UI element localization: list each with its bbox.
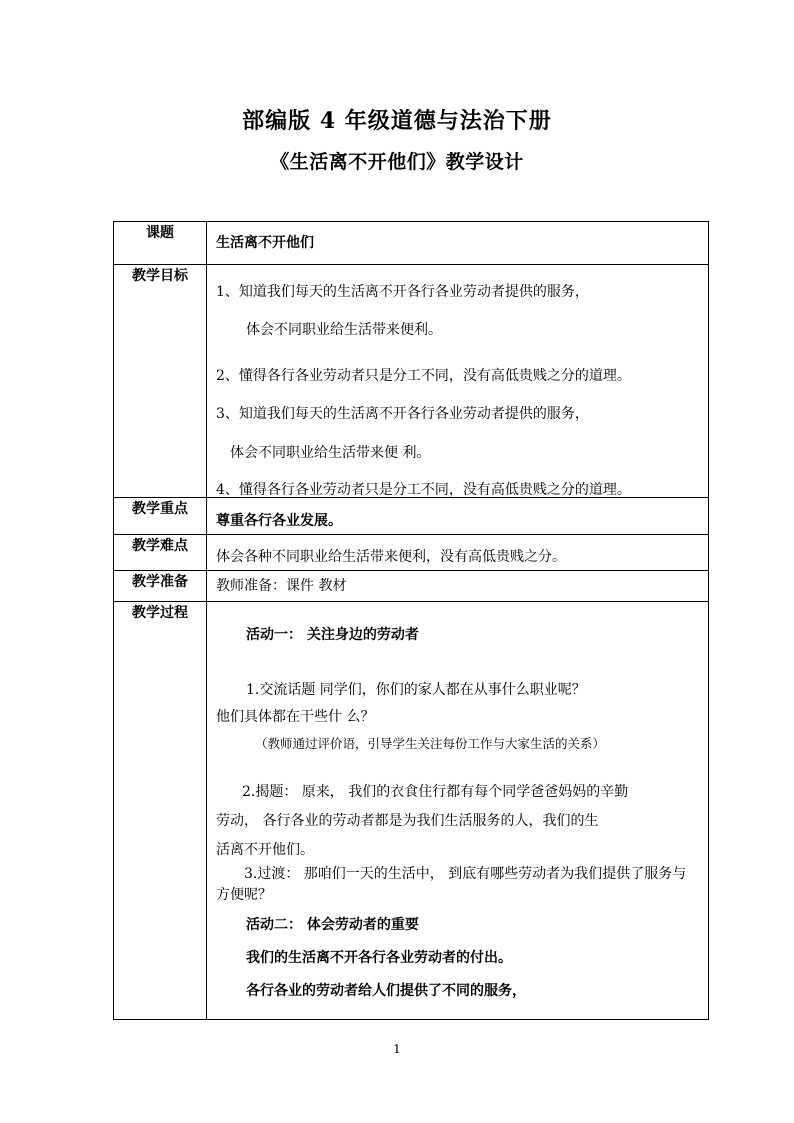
key-points-value: 尊重各行各业发展。: [216, 513, 342, 529]
process-line: 方便呢？: [216, 887, 272, 903]
process-cell: [207, 602, 709, 1020]
table-row-topic: [114, 222, 709, 265]
process-note: （教师通过评价语，引导学生关注每份工作与大家生活的关系）: [255, 736, 606, 751]
table-row-goals: [114, 265, 709, 498]
goals-line: 体会不同职业给生活带来便 利。: [230, 445, 431, 461]
topic-label: 课题: [114, 222, 207, 265]
difficulties-label: 教学难点: [114, 535, 207, 571]
process-line: 2.揭题： 原来， 我们的衣食住行都有每个同学爸爸妈妈的辛勤: [242, 784, 629, 800]
goals-line: 3、知道我们每天的生活离不开各行各业劳动者提供的服务，: [216, 406, 589, 422]
process-line: 3.过渡： 那咱们一天的生活中， 到底有哪些劳动者为我们提供了服务与: [244, 866, 687, 882]
table-row-key-points: [114, 498, 709, 535]
key-points-cell: [207, 498, 709, 535]
key-points-label: 教学重点: [114, 498, 207, 535]
process-line: 各行各业的劳动者给人们提供了不同的服务，: [246, 983, 526, 999]
goals-cell: [207, 265, 709, 498]
goals-line: 4、懂得各行各业劳动者只是分工不同，没有高低贵贱之分的道理。: [216, 482, 631, 498]
topic-cell: [207, 222, 709, 265]
process-label: 教学过程: [114, 602, 207, 1020]
process-line: 1.交流话题 同学们，你们的家人都在从事什么职业呢？: [246, 682, 586, 698]
difficulties-value: 体会各种不同职业给生活带来便利，没有高低贵贱之分。: [216, 549, 566, 565]
process-line: 劳动， 各行各业的劳动者都是为我们生活服务的人，我们的生: [216, 813, 599, 829]
process-line: 我们的生活离不开各行各业劳动者的付出。: [246, 950, 512, 966]
document-subtitle: 《生活离不开他们》教学设计: [270, 151, 524, 173]
difficulties-cell: [207, 535, 709, 571]
table-row-difficulties: [114, 535, 709, 571]
process-line: 活离不开他们。: [216, 842, 314, 858]
page-number: 1: [393, 1042, 401, 1056]
goals-line: 2、懂得各行各业劳动者只是分工不同，没有高低贵贱之分的道理。: [216, 368, 631, 384]
process-heading: 活动二： 体会劳动者的重要: [246, 917, 419, 933]
process-heading: 活动一： 关注身边的劳动者: [246, 627, 419, 643]
document-title: 部编版 4 年级道德与法治下册: [242, 108, 552, 134]
topic-value: 生活离不开他们: [216, 235, 314, 251]
table-row-process: [114, 602, 709, 1020]
preparation-label: 教学准备: [114, 571, 207, 602]
goals-line: 1、知道我们每天的生活离不开各行各业劳动者提供的服务，: [216, 284, 589, 300]
goals-label: 教学目标: [114, 265, 207, 498]
table-row-preparation: [114, 571, 709, 602]
lesson-plan-table: [113, 221, 709, 1020]
goals-line: 体会不同职业给生活带来便利。: [246, 322, 442, 338]
preparation-value: 教师准备：课件 教材: [216, 578, 347, 594]
preparation-cell: [207, 571, 709, 602]
process-line: 他们具体都在干些什 么？: [216, 709, 375, 725]
